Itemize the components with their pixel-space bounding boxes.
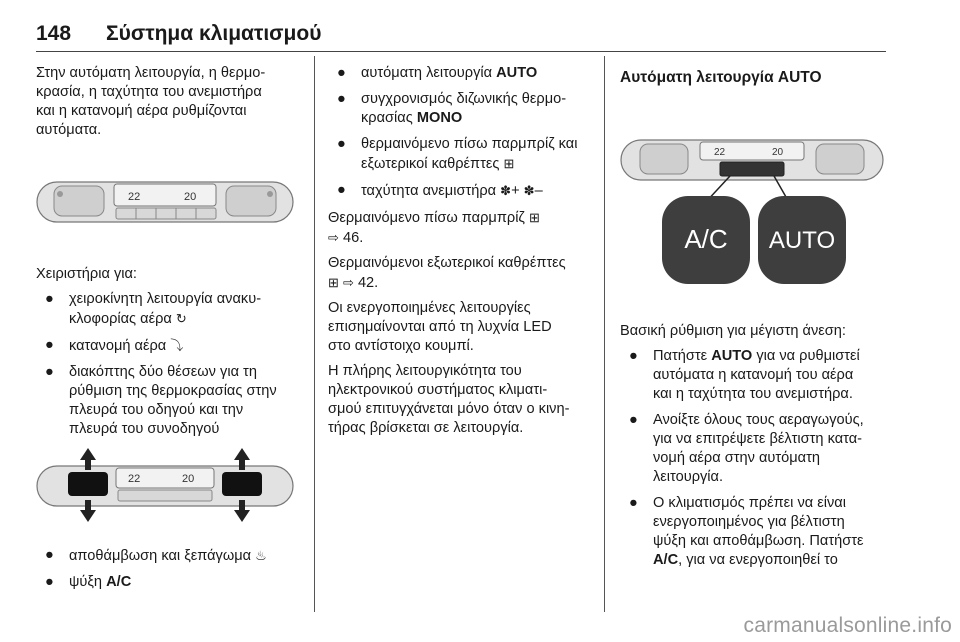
- bullet-dot: ●: [629, 348, 638, 364]
- paragraph-heated-mirrors: Θερμαινόμενοι εξωτερικοί καθρέπτες ⊞ ⇨ 42.: [328, 255, 566, 291]
- page-header: [36, 22, 886, 52]
- bullet-press-auto: ● Πατήστε AUTO για να ρυθμιστεί αυτόματα η κατανομή του αέρα και η ταχύτητα του ανεμιστήρα.: [629, 348, 860, 402]
- panel-temp-right: 20: [182, 473, 195, 485]
- bullet-fan-speed: ● ταχύτητα ανεμιστήρα ✽+ ✽–: [337, 182, 543, 199]
- climate-panel-figure: [36, 176, 294, 226]
- bullet-dot: ●: [45, 574, 54, 590]
- heated-window-icon: ⊞: [503, 156, 515, 171]
- bullet-heated-rear: ● θερμαινόμενο πίσω παρμπρίζ και εξωτερικοί καθρέπτες ⊞: [337, 136, 578, 172]
- bullet-dot: ●: [45, 337, 54, 353]
- column-1-controls: [36, 265, 304, 446]
- defrost-icon: ♨: [255, 548, 267, 563]
- page-reference-icon: ⇨: [342, 275, 354, 290]
- bullet-recirculation: ● χειροκίνητη λειτουργία ανακυ- κλοφορίας αέρα ↻: [45, 291, 262, 327]
- section-title: Αυτόματη λειτουργία AUTO: [620, 69, 822, 86]
- panel-temp-left: 22: [128, 473, 141, 485]
- bullet-cooling: ● ψύξη A/C: [45, 574, 132, 590]
- air-distribution-icon: ⤵: [170, 338, 184, 353]
- temperature-switch-figure: [36, 446, 294, 524]
- column-3-title: [620, 68, 886, 88]
- recirculation-icon: ↻: [175, 311, 187, 326]
- bullet-dot: ●: [45, 291, 54, 307]
- bullet-dot: ●: [337, 91, 346, 107]
- column-3: [620, 322, 886, 577]
- auto-ac-figure: [620, 134, 884, 292]
- bullet-distribution: ● κατανομή αέρα ⤵: [45, 337, 184, 354]
- bullet-dot: ●: [337, 65, 346, 81]
- bullet-open-vents: ● Ανοίξτε όλους τους αεραγωγούς, για να επιτρέψετε βέλτιστη κατα- νομή αέρα στην αυτόματη λειτουργία.: [629, 412, 864, 485]
- heated-window-icon: ⊞: [528, 210, 540, 225]
- fan-icon: ✽: [500, 183, 512, 198]
- bullet-temperature: ● διακόπτης δύο θέσεων για τη ρύθμιση της θερμοκρασίας στην πλευρά του οδηγού και την πλευρά του συνοδηγού: [45, 364, 277, 437]
- panel-temp-left: 22: [714, 147, 726, 158]
- column-divider-2: [604, 56, 605, 612]
- page-title: Σύστημα κλιματισμού: [106, 22, 322, 45]
- intro-paragraph: Στην αυτόματη λειτουργία, η θερμο- κρασία, η ταχύτητα του ανεμιστήρα και η κατανομή αέρα ρυθμίζονται αυτόματα.: [36, 65, 266, 138]
- bullet-ac-required: ● Ο κλιματισμός πρέπει να είναι ενεργοποιημένος για βέλτιστη ψύξη και αποθάμβωση. Πατήστε A/C, για να ενεργοποιηθεί το: [629, 495, 864, 568]
- paragraph-heated-rear: Θερμαινόμενο πίσω παρμπρίζ ⊞ ⇨ 46.: [328, 210, 540, 246]
- bullet-dot: ●: [629, 412, 638, 428]
- controls-heading: Χειριστήρια για:: [36, 266, 137, 282]
- paragraph-led: Οι ενεργοποιημένες λειτουργίες επισημαίνονται από τη λυχνία LED στο αντίστοιχο κουμπί.: [328, 300, 552, 354]
- bullet-dot: ●: [337, 182, 346, 198]
- paragraph-engine: Η πλήρης λειτουργικότητα του ηλεκτρονικού συστήματος κλιματι- σμού επιτυγχάνεται μόνο όταν ο κινη- τήρας βρίσκεται σε λειτουργία.: [328, 363, 570, 436]
- fan-icon: ✽: [523, 183, 535, 198]
- bullet-dot: ●: [629, 495, 638, 511]
- bullet-dot: ●: [337, 136, 346, 152]
- heated-window-icon: ⊞: [328, 275, 339, 290]
- page-number: 148: [36, 22, 72, 45]
- bullet-dot: ●: [45, 547, 54, 563]
- panel-temp-left: 22: [128, 191, 141, 203]
- bullet-dot: ●: [45, 364, 54, 380]
- basic-heading: Βασική ρύθμιση για μέγιστη άνεση:: [620, 323, 846, 339]
- bullet-auto: ● αυτόματη λειτουργία AUTO: [337, 65, 538, 81]
- header-rule: [36, 51, 886, 52]
- column-2: [328, 64, 598, 444]
- bullet-mono: ● συγχρονισμός διζωνικής θερμο- κρασίας MONO: [337, 91, 567, 126]
- panel-temp-right: 20: [184, 191, 197, 203]
- page-reference-icon: ⇨: [328, 230, 339, 245]
- auto-button-label: AUTO: [768, 227, 836, 254]
- ac-button-label: A/C: [684, 224, 728, 254]
- bullet-defrost: ● αποθάμβωση και ξεπάγωμα ♨: [45, 547, 267, 564]
- column-1: [36, 64, 304, 146]
- column-divider-1: [314, 56, 315, 612]
- column-1-bottom: [36, 546, 304, 599]
- watermark: carmanualsonline.info: [743, 614, 952, 637]
- panel-temp-right: 20: [772, 147, 784, 158]
